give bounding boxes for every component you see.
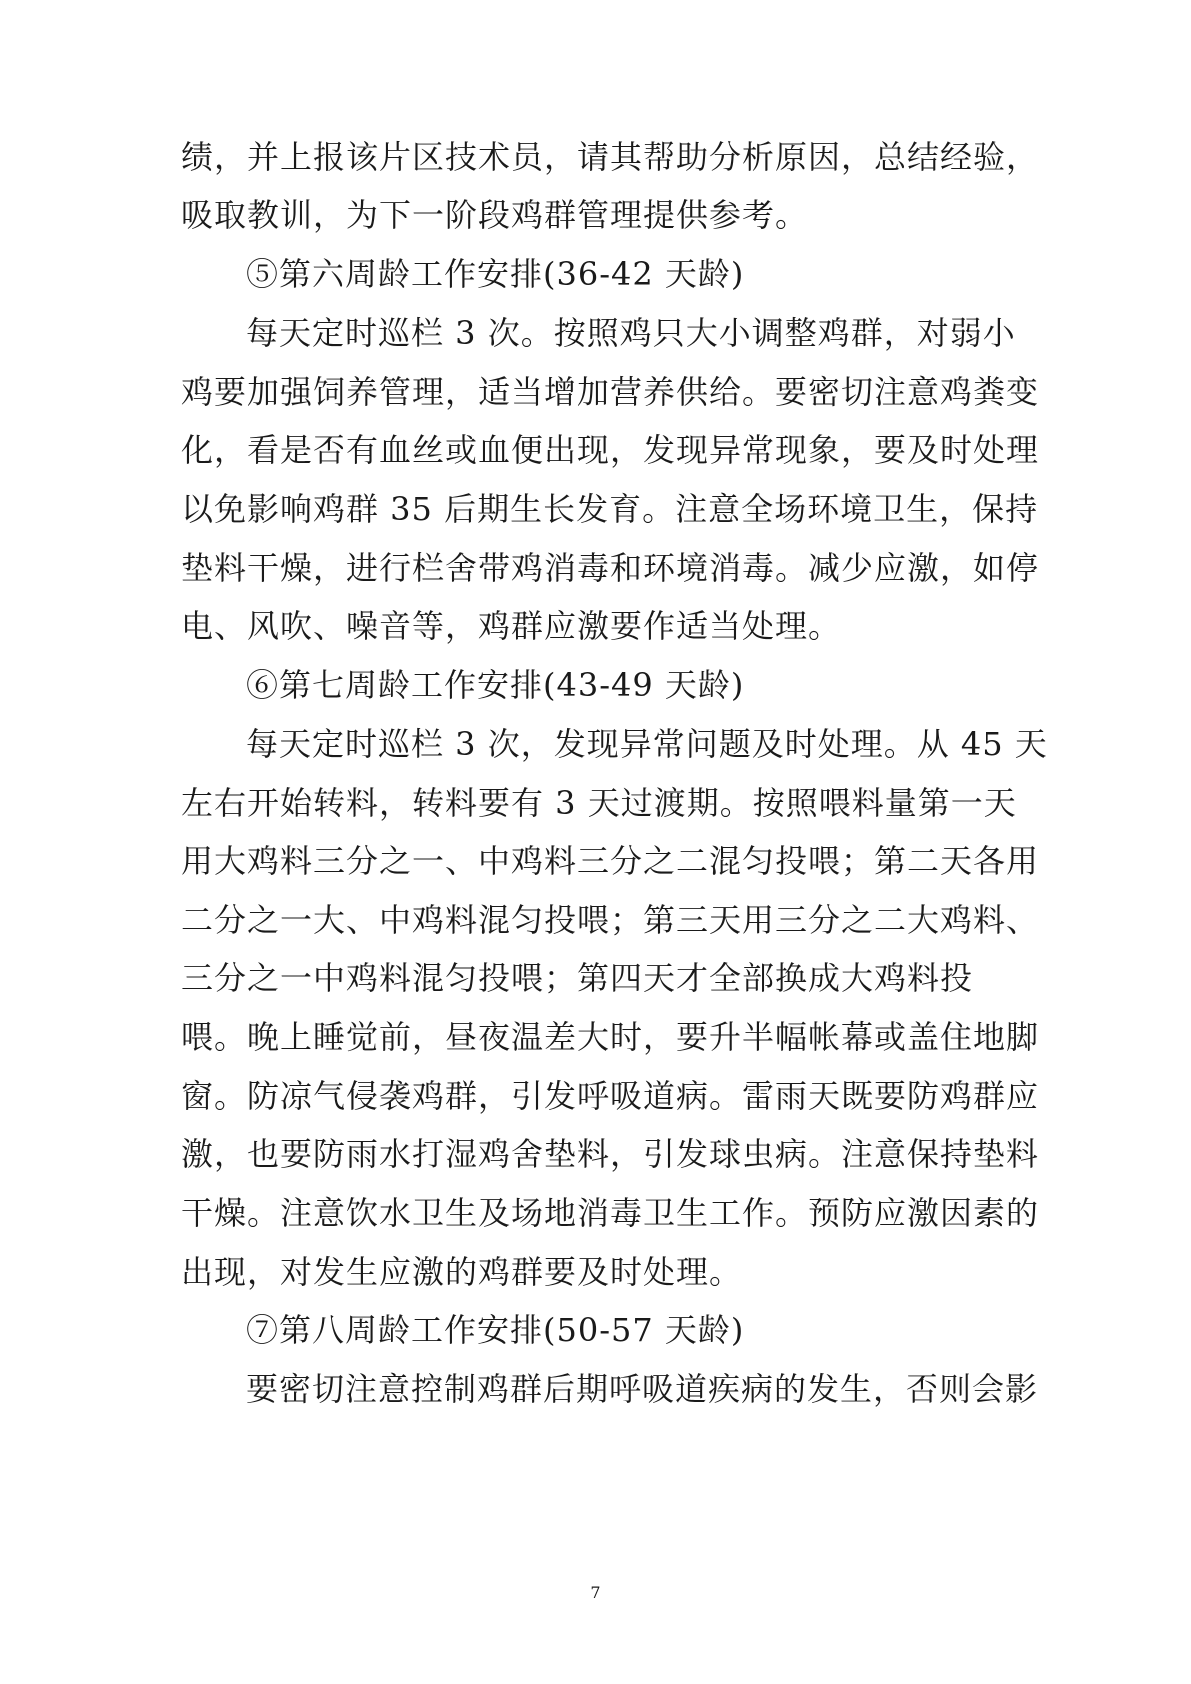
text-line: 绩，并上报该片区技术员，请其帮助分析原因，总结经验， bbox=[181, 138, 1040, 176]
section-heading-week-6: ⑤第六周龄工作安排(36-42 天龄) bbox=[246, 255, 745, 293]
text-line: 以免影响鸡群 35 后期生长发育。注意全场环境卫生，保持 bbox=[181, 490, 1039, 528]
text-line: 二分之一大、中鸡料混匀投喂；第三天用三分之二大鸡料、 bbox=[181, 901, 1040, 939]
section-heading-week-8: ⑦第八周龄工作安排(50-57 天龄) bbox=[246, 1311, 745, 1349]
text-line: 干燥。注意饮水卫生及场地消毒卫生工作。预防应激因素的 bbox=[181, 1194, 1040, 1232]
text-line: 喂。晚上睡觉前，昼夜温差大时，要升半幅帐幕或盖住地脚 bbox=[181, 1018, 1040, 1056]
text-line: 窗。防凉气侵袭鸡群，引发呼吸道病。雷雨天既要防鸡群应 bbox=[181, 1077, 1040, 1115]
text-line: 左右开始转料，转料要有 3 天过渡期。按照喂料量第一天 bbox=[181, 784, 1017, 822]
text-line: 电、风吹、噪音等，鸡群应激要作适当处理。 bbox=[181, 607, 842, 645]
paragraph-first-line: 每天定时巡栏 3 次。按照鸡只大小调整鸡群，对弱小 bbox=[246, 314, 1016, 352]
paragraph-first-line: 要密切注意控制鸡群后期呼吸道疾病的发生，否则会影 bbox=[246, 1370, 1039, 1408]
text-line: 垫料干燥，进行栏舍带鸡消毒和环境消毒。减少应激，如停 bbox=[181, 549, 1040, 587]
text-line: 用大鸡料三分之一、中鸡料三分之二混匀投喂；第二天各用 bbox=[181, 842, 1040, 880]
section-heading-week-7: ⑥第七周龄工作安排(43-49 天龄) bbox=[246, 666, 745, 704]
paragraph-first-line: 每天定时巡栏 3 次，发现异常问题及时处理。从 45 天 bbox=[246, 725, 1048, 763]
page-number: 7 bbox=[590, 1583, 601, 1602]
text-line: 出现，对发生应激的鸡群要及时处理。 bbox=[181, 1253, 743, 1291]
text-line: 三分之一中鸡料混匀投喂；第四天才全部换成大鸡料投 bbox=[181, 959, 974, 997]
text-line: 吸取教训，为下一阶段鸡群管理提供参考。 bbox=[181, 196, 809, 234]
text-line: 鸡要加强饲养管理，适当增加营养供给。要密切注意鸡粪变 bbox=[181, 373, 1040, 411]
text-line: 化，看是否有血丝或血便出现，发现异常现象，要及时处理 bbox=[181, 431, 1040, 469]
text-line: 激，也要防雨水打湿鸡舍垫料，引发球虫病。注意保持垫料 bbox=[181, 1135, 1040, 1173]
